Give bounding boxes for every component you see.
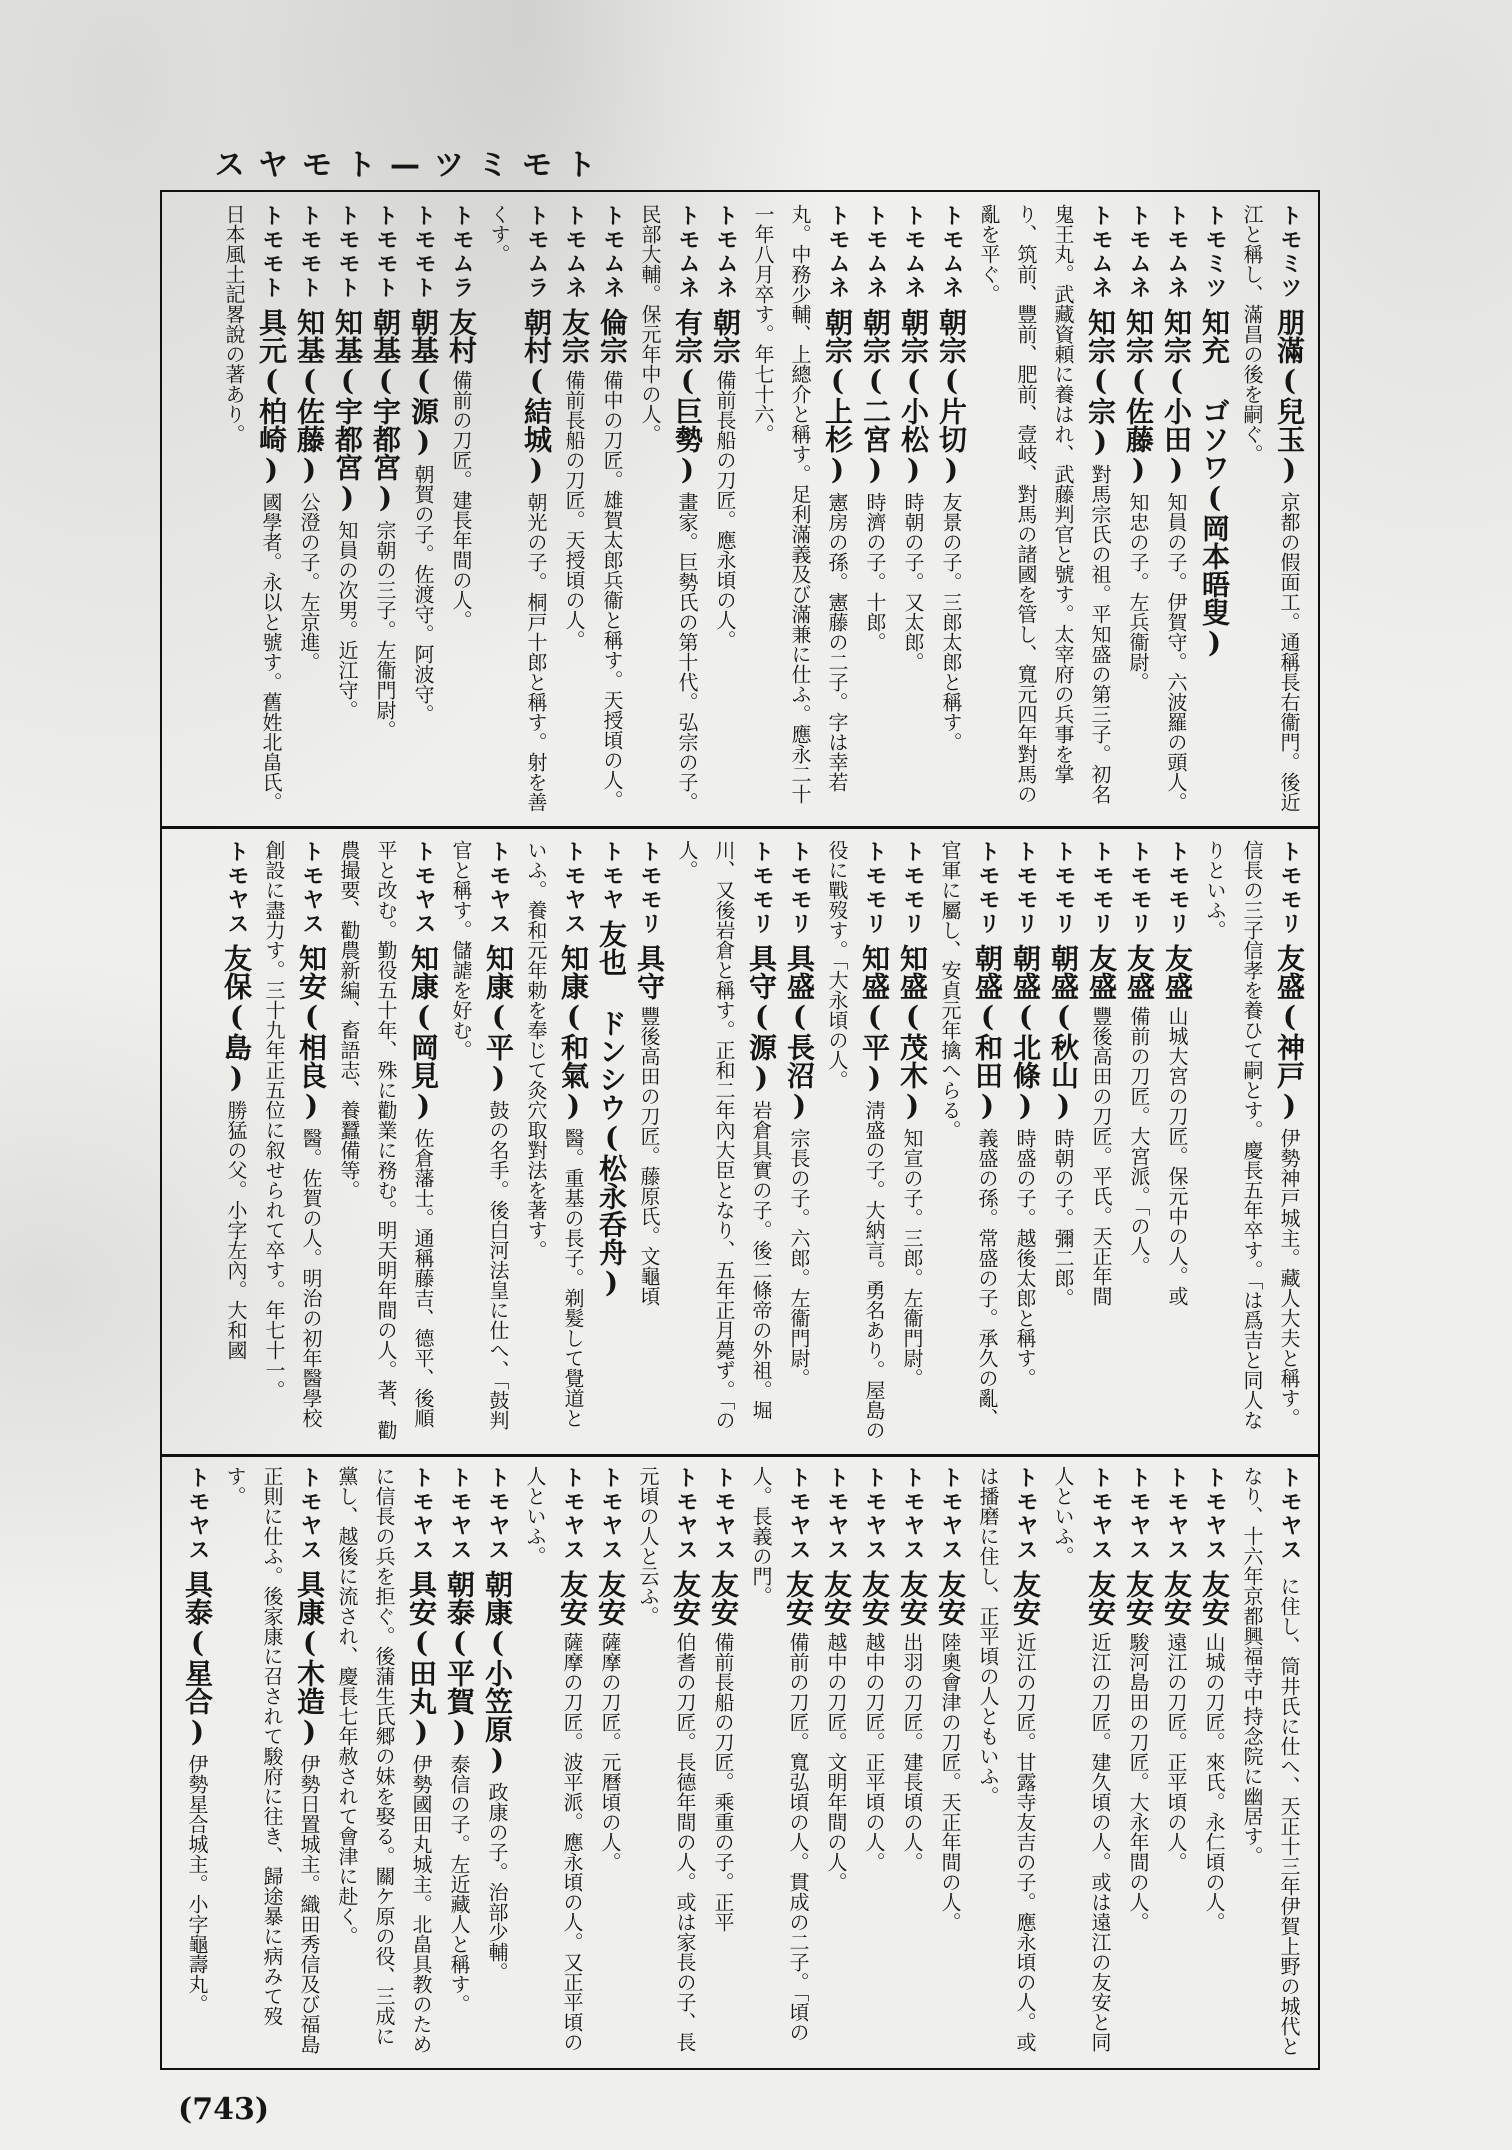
entry-name: 知康(和氣) xyxy=(557,944,590,1122)
entry-description: 山城の刀匠。來氏。永仁頃の人。 xyxy=(1202,1632,1226,1932)
entry-description: 伯耆の刀匠。長德年間の人。或は家長の子、長元頃の人と云ふ。 xyxy=(636,1466,697,2052)
entry-name: 知基(佐藤) xyxy=(293,308,326,486)
entry-name: 具守 xyxy=(633,944,666,1000)
entry-description: 時朝の子。又太郎。 xyxy=(901,492,925,672)
entry-kana: トモムラ xyxy=(524,204,549,300)
entry-kana: トモモリ xyxy=(862,840,887,936)
dictionary-entry xyxy=(706,204,744,816)
entry-name: 友盛 xyxy=(1123,944,1156,1000)
entry-name: 朝宗(小松) xyxy=(897,308,930,486)
entry-description: 知員の次男。近江守。 xyxy=(335,520,359,720)
entry-description: 備前の刀匠。建長年間の人。 xyxy=(449,370,473,630)
dictionary-entry xyxy=(855,1466,893,2062)
entry-kana: トモモリ xyxy=(1277,840,1302,936)
entry-name: 知宗(小田) xyxy=(1160,308,1193,486)
entry-kana: トモヤス xyxy=(185,1466,210,1562)
dictionary-entry xyxy=(328,204,366,816)
entry-description: 宗長の子。六郎。左衞門尉。 xyxy=(787,1128,811,1388)
dictionary-entry xyxy=(932,204,970,816)
dictionary-entry xyxy=(517,840,592,1444)
dictionary-entry xyxy=(216,1466,328,2062)
dictionary-entry xyxy=(970,204,1119,816)
entry-kana: トモムネ xyxy=(1164,204,1189,300)
entry-name: 友盛 xyxy=(1161,944,1194,1000)
entry-name: 朝宗 xyxy=(709,308,742,364)
entry-kana: トモヤス xyxy=(900,1466,925,1562)
dictionary-entry xyxy=(328,1466,440,2062)
entry-kana: トモヤス xyxy=(862,1466,887,1562)
entry-kana: トモモト xyxy=(411,204,436,300)
dictionary-entry xyxy=(440,1466,478,2062)
section-divider-top xyxy=(160,826,1320,829)
entry-kana: トモヤ xyxy=(599,840,624,912)
entry-name: 知康(平) xyxy=(482,944,515,1094)
entry-name: 知宗(宗) xyxy=(1084,308,1117,458)
entry-kana: トモヤス xyxy=(938,1466,963,1562)
entry-name: 友也 ドンシウ(松永呑舟) xyxy=(595,920,628,1299)
entry-name: 具元(柏崎) xyxy=(255,308,288,486)
entry-description: 備前長船の刀匠。天授頃の人。 xyxy=(562,370,586,650)
entry-description: 國學者。永以と號す。舊姓北畠氏。日本風土記畧說の著あり。 xyxy=(222,204,283,812)
entry-name: 有宗(巨勢) xyxy=(671,308,704,486)
entries-section-middle xyxy=(166,840,1312,1444)
entry-name: 友安 xyxy=(896,1570,929,1626)
entry-description: に住し、筒井氏に仕へ、天正十三年伊賀上野の城代となり、十六年京都興福寺中持念院に幽居す。 xyxy=(1240,1466,1301,2056)
entry-name: 友安 xyxy=(934,1570,967,1626)
dictionary-entry xyxy=(780,840,818,1444)
entry-kana: トモムネ xyxy=(600,204,625,300)
entry-kana: トモヤス xyxy=(1202,1466,1227,1562)
entry-name: 知基(宇都宮) xyxy=(331,308,364,514)
dictionary-entry xyxy=(931,840,1006,1444)
entry-kana: トモモリ xyxy=(1051,840,1076,936)
entry-name: 具安(田丸) xyxy=(405,1570,438,1748)
entry-description: 醫。佐賀の人。明治の初年醫學校創設に盡力す。三十九年正五位に叙せられて卒す。年七十一。 xyxy=(262,840,323,1428)
entry-kana: トモモト xyxy=(259,204,284,300)
entry-description: 伊勢日置城主。織田秀信及び福島正則に仕ふ。後家康に召されて駿府に往き、歸途暴に病みて歿す。 xyxy=(223,1466,321,2054)
entry-description: 遠江の刀匠。正平頃の人。 xyxy=(1164,1632,1188,1872)
entry-description: 佐倉藩士。通稱藤吉、德平、後順平と改む。勤役五十年、殊に勸業に務む。明天明年間の人。著、勸農撮要、勸農新編、畜語志、養蠶備等。 xyxy=(337,840,435,1440)
entry-name: 友安 xyxy=(858,1570,891,1626)
entry-description: 友景の子。三郎太郎と稱す。 xyxy=(939,492,963,752)
entry-kana: トモムネ xyxy=(713,204,738,300)
entry-description: 時盛の子。越後太郎と稱す。 xyxy=(1013,1128,1037,1388)
entry-description: 時朝の子。彌二郎。 xyxy=(1051,1128,1075,1308)
entry-description: 朝光の子。桐戸十郎と稱す。射を善くす。 xyxy=(487,204,548,812)
section-divider-bottom xyxy=(160,1454,1320,1457)
dictionary-entry xyxy=(480,204,555,816)
entry-kana: トモミツ xyxy=(1277,204,1302,300)
entry-kana: トモムネ xyxy=(939,204,964,300)
entry-name: 具守(源) xyxy=(745,944,778,1094)
entry-name: 友安 xyxy=(1160,1570,1193,1626)
dictionary-entry xyxy=(817,1466,855,2062)
entry-kana: トモモリ xyxy=(1165,840,1190,936)
page-number: (743) xyxy=(178,2092,270,2127)
dictionary-entry xyxy=(255,840,330,1444)
entry-kana: トモムネ xyxy=(825,204,850,300)
dictionary-entry xyxy=(894,204,932,816)
dictionary-entry xyxy=(1157,204,1195,816)
entry-kana: トモヤス xyxy=(824,1466,849,1562)
dictionary-entry xyxy=(1233,204,1308,816)
entry-description: 淸盛の子。大納言。勇名あり。屋島の役に戰歿す。「大永頃の人。 xyxy=(825,840,886,1440)
dictionary-entry xyxy=(668,840,780,1444)
dictionary-entry xyxy=(330,840,442,1444)
entry-kana: トモヤス xyxy=(411,840,436,936)
entry-kana: トモヤス xyxy=(297,1466,322,1562)
entry-description: 駿河島田の刀匠。大永年間の人。 xyxy=(1126,1632,1150,1932)
entry-kana: トモモト xyxy=(335,204,360,300)
dictionary-entry xyxy=(1157,1466,1195,2062)
entry-name: 友安 xyxy=(556,1570,589,1626)
entry-description: 知員の子。伊賀守。六波羅の頭人。 xyxy=(1164,492,1188,812)
entry-name: 具康(木造) xyxy=(293,1570,326,1748)
entry-kana: トモムネ xyxy=(901,204,926,300)
entry-name: 友安 xyxy=(1122,1570,1155,1626)
entry-name: 友保(島) xyxy=(220,944,253,1094)
dictionary-entry xyxy=(593,204,631,816)
dictionary-entry xyxy=(1044,1466,1119,2062)
entry-description: 伊勢星合城主。小字龜壽丸。 xyxy=(185,1754,209,2014)
entry-kana: トモムネ xyxy=(1126,204,1151,300)
entry-kana: トモヤス xyxy=(786,1466,811,1562)
dictionary-entry xyxy=(290,204,328,816)
entry-description: 薩摩の刀匠。元曆頃の人。 xyxy=(598,1632,622,1872)
dictionary-entry xyxy=(1195,204,1233,816)
entry-description: 出羽の刀匠。建長頃の人。 xyxy=(900,1632,924,1872)
dictionary-entry xyxy=(1158,840,1196,1444)
entry-name: 友盛 xyxy=(1085,944,1118,1000)
dictionary-entry xyxy=(516,1466,591,2062)
entry-description: 近江の刀匠。甘露寺友吉の子。應永頃の人。或は播磨に住し、正平頃の人ともいふ。 xyxy=(976,1466,1037,2052)
entry-kana: トモヤス xyxy=(598,1466,623,1562)
entry-description: 伊勢神戸城主。藏人大夫と稱す。信長の三子信孝を養ひて嗣とす。慶長五年卒す。「は爲吉と同人なりといふ。 xyxy=(1203,840,1301,1430)
entry-name: 友安 xyxy=(707,1570,740,1626)
entry-kana: トモヤス xyxy=(561,840,586,936)
entry-name: 友安 xyxy=(782,1570,815,1626)
entry-kana: トモモリ xyxy=(975,840,1000,936)
dictionary-entry xyxy=(478,1466,516,2062)
entry-description: 越中の刀匠。正平頃の人。 xyxy=(862,1632,886,1872)
entry-description: 岩倉具實の子。後二條帝の外祖。堀川、又後岩倉と稱す。正和二年內大臣となり、五年正月薨ず。「の人。 xyxy=(675,840,773,1430)
entry-kana: トモヤス xyxy=(447,1466,472,1562)
entry-description: 朝賀の子。佐渡守。阿波守。 xyxy=(411,464,435,724)
dictionary-entry xyxy=(555,204,593,816)
entry-kana: トモヤス xyxy=(1126,1466,1151,1562)
entry-kana: トモムネ xyxy=(562,204,587,300)
entry-name: 朝基(宇都宮) xyxy=(369,308,402,514)
entry-kana: トモミツ xyxy=(1202,204,1227,300)
dictionary-entry xyxy=(1082,840,1120,1444)
entry-name: 朝村(結城) xyxy=(520,308,553,486)
dictionary-entry xyxy=(1119,1466,1157,2062)
dictionary-entry xyxy=(592,840,630,1444)
entry-kana: トモモリ xyxy=(900,840,925,936)
entry-kana: トモムラ xyxy=(449,204,474,300)
entry-name: 知盛(平) xyxy=(858,944,891,1094)
entry-name: 知盛(茂木) xyxy=(896,944,929,1122)
entry-description: 知忠の子。左兵衞尉。 xyxy=(1126,492,1150,692)
entry-description: 豐後高田の刀匠。藤原氏。文龜頃 xyxy=(637,1006,661,1306)
entry-kana: トモヤス xyxy=(486,840,511,936)
dictionary-entry xyxy=(742,1466,817,2062)
dictionary-entry xyxy=(818,840,893,1444)
entry-description: 對馬宗氏の祖。平知盛の第三子。初名鬼王丸。武藏資頼に養はれ、武藤判官と號す。太宰府の兵事を掌り、筑前、豐前、肥前、壹岐、對馬の諸國を管し、寬元四年對馬の亂を平ぐ。 xyxy=(977,204,1112,804)
entry-name: 友村 xyxy=(445,308,478,364)
entry-kana: トモヤス xyxy=(485,1466,510,1562)
entry-kana: トモモリ xyxy=(1127,840,1152,936)
dictionary-entry xyxy=(366,204,404,816)
entry-name: 友安 xyxy=(1009,1570,1042,1626)
dictionary-entry xyxy=(630,840,668,1444)
entry-kana: トモヤス xyxy=(299,840,324,936)
entry-name: 友安 xyxy=(594,1570,627,1626)
entry-kana: トモムネ xyxy=(675,204,700,300)
dictionary-entry xyxy=(893,1466,931,2062)
entry-kana: トモヤス xyxy=(1164,1466,1189,1562)
entry-description: 勝猛の父。小字左內。大和國 xyxy=(224,1100,248,1360)
entry-description: 豐後高田の刀匠。平氏。天正年間 xyxy=(1089,1006,1113,1306)
dictionary-entry xyxy=(442,204,480,816)
entry-kana: トモムネ xyxy=(863,204,888,300)
dictionary-entry xyxy=(1195,1466,1233,2062)
entry-description: 京都の假面工。通稱長右衞門。後近江と稱し、滿昌の後を嗣ぐ。 xyxy=(1240,204,1301,812)
dictionary-entry xyxy=(591,1466,629,2062)
entry-description: 備前長船の刀匠。應永頃の人。 xyxy=(713,370,737,650)
entry-kana: トモヤス xyxy=(224,840,249,936)
entry-name: 友盛(神戸) xyxy=(1273,944,1306,1122)
entry-kana: トモヤス xyxy=(409,1466,434,1562)
entry-kana: トモモト xyxy=(297,204,322,300)
entry-description: 鼓の名手。後白河法皇に仕へ、「鼓判官と稱す。儲謔を好む。 xyxy=(449,840,510,1430)
dictionary-entry xyxy=(178,1466,216,2062)
dictionary-entry xyxy=(217,840,255,1444)
entry-description: 憲房の孫。憲藤の二子。字は幸若丸。中務少輔、上總介と稱す。足利滿義及び滿兼に仕ふ。應永二十一年八月卒す。年七十六。 xyxy=(751,204,849,804)
entry-description: 泰信の子。左近藏人と稱す。 xyxy=(447,1754,471,2014)
entry-name: 知宗(佐藤) xyxy=(1122,308,1155,486)
entry-description: 義盛の孫。常盛の子。承久の亂、官軍に屬し、安貞元年擒へらる。 xyxy=(938,840,999,1428)
entry-name: 友安 xyxy=(820,1570,853,1626)
entry-kana: トモヤス xyxy=(711,1466,736,1562)
dictionary-entry xyxy=(1233,1466,1308,2062)
entry-kana: トモヤス xyxy=(560,1466,585,1562)
dictionary-entry xyxy=(442,840,517,1444)
entry-name: 倫宗 xyxy=(596,308,629,364)
dictionary-entry xyxy=(1006,840,1044,1444)
entry-description: 公澄の子。左京進。 xyxy=(297,492,321,672)
entry-description: 知宣の子。三郎。左衞門尉。 xyxy=(900,1128,924,1388)
entry-description: 伊勢國田丸城主。北畠具教のために信長の兵を拒ぐ。後蒲生氏郷の妹を娶る。關ケ原の役、三成に黨し、越後に流され、慶長七年赦されて會津に赴く。 xyxy=(335,1466,433,2054)
entry-description: 陸奧會津の刀匠。天正年間の人。 xyxy=(938,1632,962,1932)
entry-name: 朝宗(二宮) xyxy=(859,308,892,486)
entry-name: 朝基(源) xyxy=(407,308,440,458)
entry-name: 朝盛(北條) xyxy=(1009,944,1042,1122)
entry-description: 近江の刀匠。建久頃の人。或は遠江の友安と同人といふ。 xyxy=(1051,1466,1112,2052)
entry-name: 知充 ゴソワ(岡本晤叟) xyxy=(1198,308,1231,659)
entry-kana: トモヤス xyxy=(1013,1466,1038,1562)
dictionary-entry xyxy=(629,1466,704,2062)
entry-name: 朋滿(兒玉) xyxy=(1273,308,1306,486)
entry-description: 備前長船の刀匠。乘重の子。正平 xyxy=(711,1632,735,1932)
entry-name: 友安 xyxy=(1198,1570,1231,1626)
entry-description: 備中の刀匠。雄賀太郎兵衞と稱す。天授頃の人。 xyxy=(600,370,624,810)
dictionary-entry xyxy=(744,204,856,816)
dictionary-entry xyxy=(404,204,442,816)
dictionary-entry xyxy=(1044,840,1082,1444)
entry-name: 朝康(小笠原) xyxy=(481,1570,514,1776)
entry-description: 畫家。巨勢氏の第十代。弘宗の子。民部大輔。保元年中の人。 xyxy=(638,204,699,812)
entries-section-bottom xyxy=(166,1466,1312,2062)
entry-kana: トモモリ xyxy=(637,840,662,936)
entry-name: 朝宗(片切) xyxy=(935,308,968,486)
dictionary-entry xyxy=(893,840,931,1444)
dictionary-entry xyxy=(856,204,894,816)
dictionary-entry xyxy=(1119,204,1157,816)
entry-kana: トモモリ xyxy=(749,840,774,936)
entry-kana: トモモリ xyxy=(1089,840,1114,936)
dictionary-entry xyxy=(215,204,290,816)
entry-description: 山城大宮の刀匠。保元中の人。或 xyxy=(1165,1006,1189,1306)
dictionary-entry xyxy=(631,204,706,816)
entry-name: 知安(相良) xyxy=(295,944,328,1122)
entry-kana: トモモト xyxy=(373,204,398,300)
entry-kana: トモヤス xyxy=(673,1466,698,1562)
entry-name: 友宗 xyxy=(558,308,591,364)
entry-name: 朝盛(和田) xyxy=(971,944,1004,1122)
entry-kana: トモヤス xyxy=(1088,1466,1113,1562)
entry-name: 具泰(星合) xyxy=(181,1570,214,1748)
dictionary-entry xyxy=(931,1466,969,2062)
entry-description: 備前の刀匠。大宮派。「の人。 xyxy=(1127,1006,1151,1276)
entry-name: 朝泰(平賀) xyxy=(443,1570,476,1748)
dictionary-entry xyxy=(969,1466,1044,2062)
dictionary-entry xyxy=(1196,840,1308,1444)
dictionary-entry xyxy=(704,1466,742,2062)
entry-description: 時濟の子。十郎。 xyxy=(863,492,887,652)
entry-description: 越中の刀匠。文明年間の人。 xyxy=(824,1632,848,1892)
entry-name: 朝盛(秋山) xyxy=(1047,944,1080,1122)
entry-name: 知康(岡見) xyxy=(407,944,440,1122)
entry-description: 宗朝の三子。左衞門尉。 xyxy=(373,520,397,740)
entry-kana: トモムネ xyxy=(1088,204,1113,300)
entry-kana: トモヤス xyxy=(1277,1466,1302,1562)
entry-description: 政康の子。治部少輔。 xyxy=(485,1782,509,1982)
entry-name: 友安 xyxy=(1084,1570,1117,1626)
entries-section-top xyxy=(166,204,1312,816)
entry-kana: トモモリ xyxy=(787,840,812,936)
entry-description: 備前の刀匠。寬弘頃の人。貫成の二子。「頃の人。長義の門。 xyxy=(749,1466,810,2042)
entry-name: 朝宗(上杉) xyxy=(821,308,854,486)
entry-name: 友安 xyxy=(669,1570,702,1626)
running-head: トモミツ—トモヤス xyxy=(214,148,610,183)
entry-description: 醫。重基の長子。剃髮して覺道といふ。養和元年勅を奉じて灸穴取對法を著す。 xyxy=(524,840,585,1428)
entry-kana: トモモリ xyxy=(1013,840,1038,936)
dictionary-entry xyxy=(1120,840,1158,1444)
entry-description: 薩摩の刀匠。波平派。應永頃の人。又正平頃の人といふ。 xyxy=(523,1466,584,2052)
entry-name: 具盛(長沼) xyxy=(783,944,816,1122)
